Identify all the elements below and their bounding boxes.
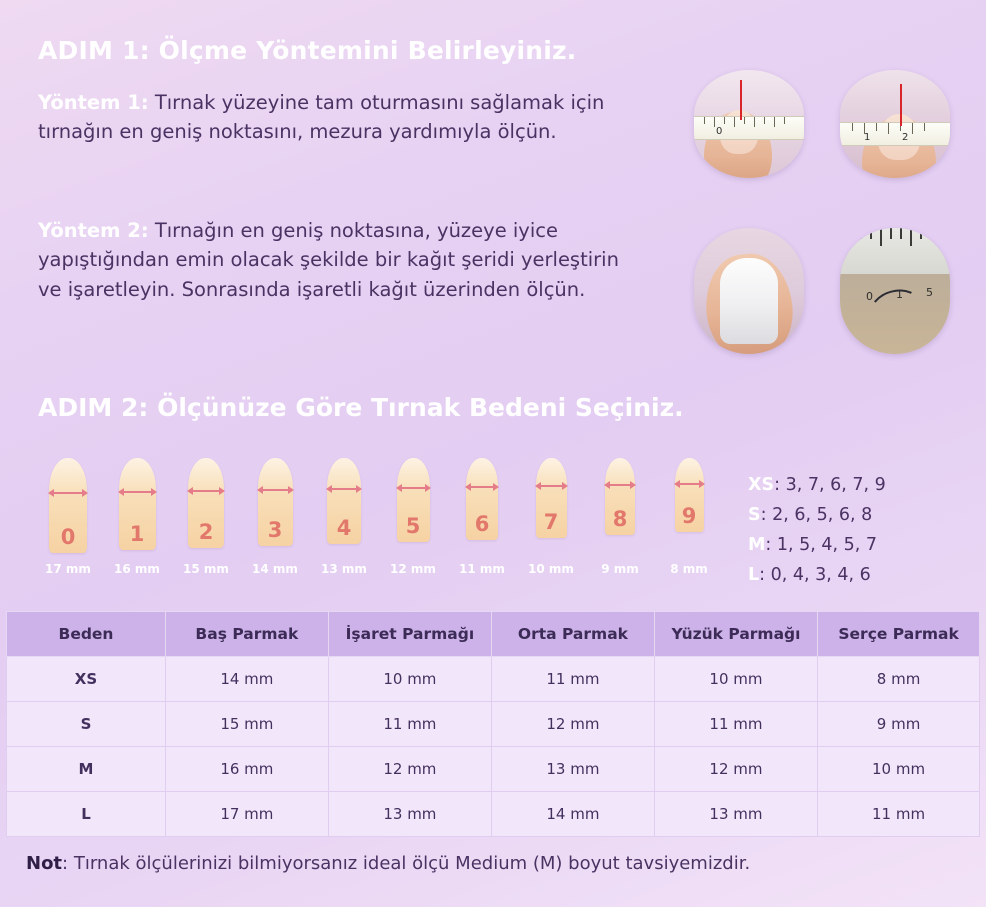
- table-header-beden: Beden: [7, 612, 166, 657]
- nail-size-item-5: [385, 458, 441, 576]
- nail-number: 6: [474, 512, 490, 536]
- nail-mm-label: 13 mm: [321, 562, 367, 576]
- nail-number: 2: [198, 520, 214, 544]
- method-1-text: Tırnak yüzeyine tam oturmasını sağlamak için tırnağın en geniş noktasını, mezura yardımıyla ölçün.: [38, 91, 605, 144]
- table-header-row: [7, 612, 980, 657]
- note-body: : Tırnak ölçülerinizi bilmiyorsanız ideal ölçü Medium (M) boyut tavsiyemizdir.: [62, 853, 751, 874]
- nail-graphic: [397, 458, 430, 542]
- cell-middle: 11 mm: [492, 657, 655, 702]
- nail-number: 8: [612, 507, 628, 531]
- nail-size-item-3: [247, 458, 303, 576]
- width-arrow: [401, 487, 426, 489]
- cell-middle: 14 mm: [492, 792, 655, 837]
- cell-ring: 12 mm: [654, 747, 817, 792]
- nail-number: 1: [129, 522, 145, 546]
- note-text: [26, 853, 750, 874]
- cell-pinky: 11 mm: [818, 792, 980, 837]
- nail-number: 4: [336, 516, 352, 540]
- nail-graphic: [675, 458, 704, 532]
- ruler-label-2: 2: [902, 132, 909, 143]
- width-arrow: [331, 488, 357, 490]
- nail-mm-label: 8 mm: [670, 562, 708, 576]
- nail-size-item-6: [454, 458, 510, 576]
- cell-ring: 10 mm: [654, 657, 817, 702]
- method-2-label: Yöntem 2:: [38, 219, 149, 242]
- nail-mm-label: 16 mm: [114, 562, 160, 576]
- table-header-yuzuk-parmagi: Yüzük Parmağı: [654, 612, 817, 657]
- width-arrow: [192, 490, 220, 492]
- table-row: [7, 657, 980, 702]
- method-1-label: Yöntem 1:: [38, 91, 149, 114]
- nail-size-item-4: [316, 458, 372, 576]
- legend-values-m: : 1, 5, 4, 5, 7: [765, 535, 878, 556]
- legend-row-xs: [748, 470, 886, 500]
- table-row: [7, 702, 980, 747]
- ruler-label: 0: [716, 126, 723, 137]
- width-arrow: [609, 484, 631, 486]
- nail-mm-label: 15 mm: [183, 562, 229, 576]
- table-header-bas-parmak: Baş Parmak: [165, 612, 328, 657]
- cell-thumb: 16 mm: [165, 747, 328, 792]
- cell-index: 10 mm: [328, 657, 491, 702]
- legend-values-xs: : 3, 7, 6, 7, 9: [774, 475, 886, 495]
- cell-ring: 13 mm: [654, 792, 817, 837]
- table-row: [7, 747, 980, 792]
- cell-pinky: 10 mm: [818, 747, 980, 792]
- nail-graphic: [466, 458, 498, 540]
- nail-number: 9: [681, 504, 697, 528]
- ruler-label-2: 5: [926, 286, 933, 299]
- width-arrow: [540, 485, 563, 487]
- legend-row-s: [748, 500, 886, 530]
- nail-size-item-8: [592, 458, 648, 576]
- nail-graphic: [327, 458, 361, 544]
- cell-index: 11 mm: [328, 702, 491, 747]
- nail-tip-capsule: [720, 258, 778, 344]
- nail-size-item-0: [40, 458, 96, 576]
- nail-mm-label: 17 mm: [45, 562, 91, 576]
- step2-title: ADIM 2: Ölçünüze Göre Tırnak Bedeni Seçiniz.: [38, 393, 684, 422]
- method-2-text: Tırnağın en geniş noktasına, yüzeye iyice yapıştığından emin olacak şekilde bir kağıt şeridi yerleştirin ve işaretleyin. Sonrasında işaretli kağıt üzerinden ölçün.: [38, 219, 619, 301]
- nail-graphic: [536, 458, 567, 538]
- nail-mm-label: 11 mm: [459, 562, 505, 576]
- red-guide-line: [900, 84, 902, 126]
- method-2-block: [38, 216, 648, 304]
- measuring-tape: [840, 122, 950, 146]
- cell-size: XS: [7, 657, 166, 702]
- table-header-orta-parmak: Orta Parmak: [492, 612, 655, 657]
- cell-pinky: 9 mm: [818, 702, 980, 747]
- cell-thumb: 17 mm: [165, 792, 328, 837]
- nail-graphic: [49, 458, 87, 553]
- width-arrow: [470, 486, 494, 488]
- note-label: Not: [26, 853, 63, 874]
- legend-row-m: [748, 530, 886, 560]
- cell-size: L: [7, 792, 166, 837]
- nail-size-chart: [32, 458, 732, 590]
- legend-size-l: L: [748, 565, 760, 586]
- nail-number: 5: [405, 514, 421, 538]
- table-header-isaret-parmagi: İşaret Parmağı: [328, 612, 491, 657]
- legend-values-s: : 2, 6, 5, 6, 8: [760, 505, 873, 526]
- cell-middle: 13 mm: [492, 747, 655, 792]
- width-arrow: [123, 491, 152, 493]
- width-arrow: [53, 492, 83, 494]
- cell-thumb: 14 mm: [165, 657, 328, 702]
- nail-number: 0: [60, 525, 76, 549]
- ruler-label-1: 1: [896, 288, 903, 301]
- cell-middle: 12 mm: [492, 702, 655, 747]
- nail-size-item-7: [523, 458, 579, 576]
- nail-graphic: [258, 458, 293, 546]
- cell-ring: 11 mm: [654, 702, 817, 747]
- nail-mm-label: 14 mm: [252, 562, 298, 576]
- nail-size-item-2: [178, 458, 234, 576]
- nail-graphic: [605, 458, 635, 535]
- red-guide-line: [740, 80, 742, 120]
- photo-finger-measure-tape-1: [694, 70, 804, 178]
- width-arrow: [262, 489, 289, 491]
- nail-size-item-1: [109, 458, 165, 576]
- photo-marked-paper-on-ruler: [840, 228, 950, 354]
- cell-pinky: 8 mm: [818, 657, 980, 702]
- nail-graphic: [188, 458, 224, 548]
- ruler-label-1: 1: [864, 132, 871, 143]
- table-header-serce-parmak: Serçe Parmak: [818, 612, 980, 657]
- measuring-tape: [694, 116, 804, 140]
- nail-mm-label: 12 mm: [390, 562, 436, 576]
- cell-index: 13 mm: [328, 792, 491, 837]
- nail-mm-label: 9 mm: [601, 562, 639, 576]
- photo-finger-measure-tape-2: [840, 70, 950, 178]
- size-legend: [748, 470, 886, 590]
- legend-row-l: [748, 560, 886, 590]
- photo-finger-nail-tip-fit: [694, 228, 804, 354]
- nail-graphic: [119, 458, 156, 550]
- nail-size-item-9: [661, 458, 717, 576]
- cell-index: 12 mm: [328, 747, 491, 792]
- cell-size: M: [7, 747, 166, 792]
- legend-size-xs: XS: [748, 475, 775, 495]
- nail-number: 3: [267, 518, 283, 542]
- legend-values-l: : 0, 4, 3, 4, 6: [759, 565, 871, 586]
- step1-title: ADIM 1: Ölçme Yöntemini Belirleyiniz.: [38, 36, 577, 65]
- ruler-label-0: 0: [866, 290, 873, 303]
- width-arrow: [679, 483, 700, 485]
- legend-size-s: S: [748, 505, 761, 526]
- nail-number: 7: [543, 510, 559, 534]
- cell-size: S: [7, 702, 166, 747]
- size-table: [6, 611, 980, 837]
- method-1-block: [38, 88, 648, 147]
- table-row: [7, 792, 980, 837]
- nail-mm-label: 10 mm: [528, 562, 574, 576]
- ruler: [840, 228, 950, 274]
- legend-size-m: M: [748, 535, 766, 556]
- cell-thumb: 15 mm: [165, 702, 328, 747]
